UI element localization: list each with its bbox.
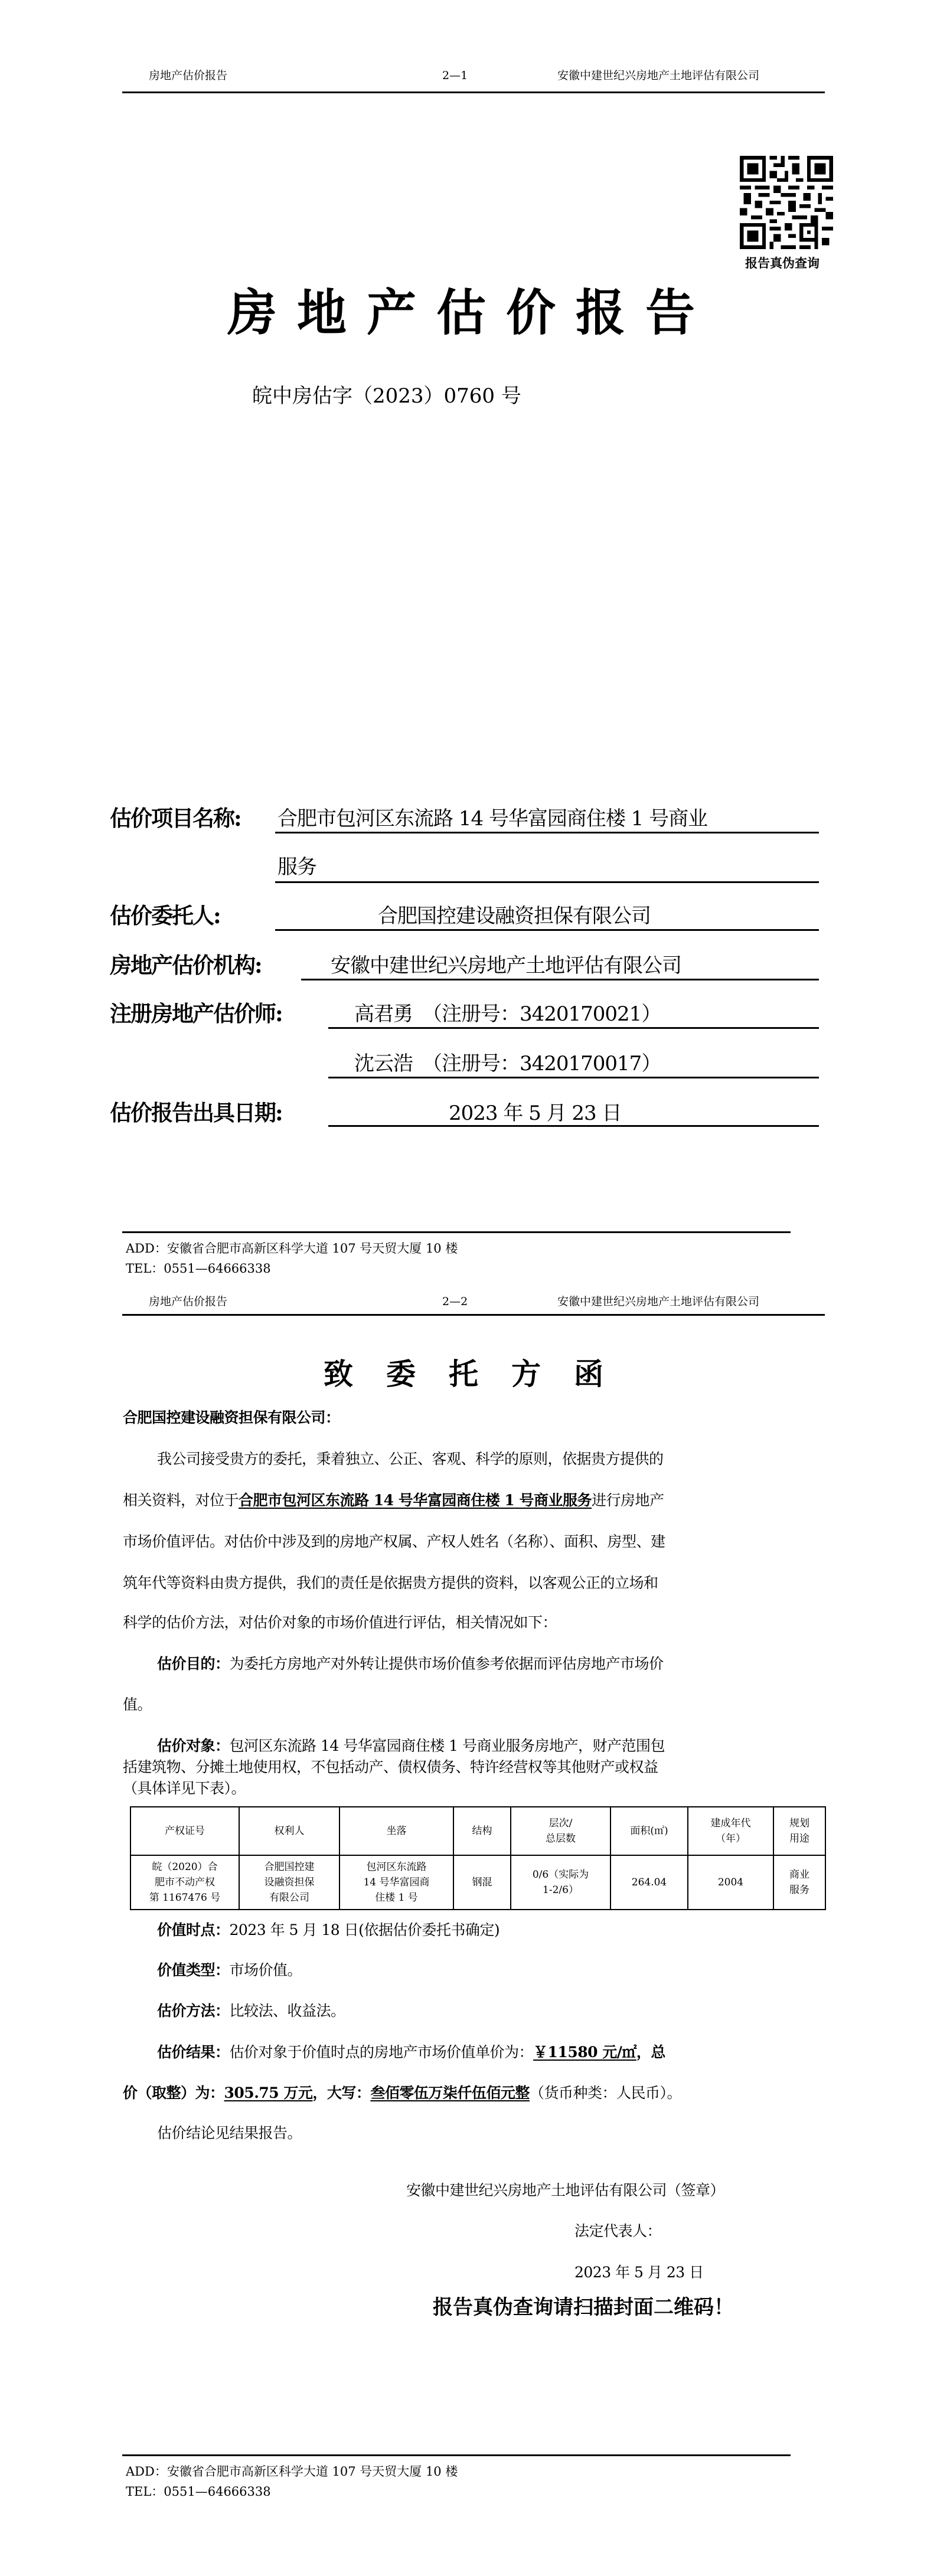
footer-rule — [122, 2454, 791, 2456]
appraiser-label: 注册房地产估价师: — [110, 1001, 282, 1027]
footer-tel: TEL：0551—64666338 — [126, 2485, 271, 2499]
intro-text: 进行房地产 — [592, 1492, 664, 1509]
method-line — [157, 2002, 345, 2021]
letter-title: 致委托方函 — [324, 1356, 636, 1391]
header-text: 坐落 — [386, 1825, 407, 1837]
table-header-cell — [130, 1807, 239, 1855]
agency-label: 房地产估价机构: — [110, 952, 262, 978]
purpose-line-1 — [157, 1655, 664, 1673]
value-type-line — [157, 1961, 302, 1980]
table-cell-floors — [511, 1855, 610, 1910]
qr-caption: 报告真伪查询 — [745, 256, 820, 270]
cell-text: 合肥国控建 设融资担保 有限公司 — [264, 1861, 315, 1904]
salutation: 合肥国控建设融资担保有限公司： — [123, 1409, 340, 1426]
intro-text: 相关资料，对位于 — [123, 1492, 239, 1509]
header-text: 产权证号 — [165, 1825, 205, 1837]
table-header-cell — [339, 1807, 453, 1855]
header-text: 权利人 — [274, 1825, 305, 1837]
table-header-cell — [511, 1807, 610, 1855]
object-line-1 — [157, 1737, 665, 1756]
header-rule — [122, 1314, 825, 1316]
header-left: 房地产估价报告 — [149, 1295, 228, 1308]
header-text: 结构 — [472, 1825, 492, 1837]
cell-text: 皖（2020）合 肥市不动产权 第 1167476 号 — [149, 1861, 221, 1904]
date-underline — [328, 1125, 819, 1127]
cell-text: 264.04 — [631, 1877, 667, 1888]
table-cell-cert-no — [130, 1855, 239, 1910]
method-label: 估价方法： — [157, 2002, 230, 2019]
intro-line-2 — [123, 1491, 664, 1510]
table-header-cell — [453, 1807, 511, 1855]
property-table — [130, 1806, 826, 1910]
report-number: 皖中房估字（2023）0760 号 — [252, 384, 521, 408]
purpose-line-2: 值。 — [123, 1696, 152, 1713]
result-text: ，总 — [636, 2044, 665, 2061]
signature-company: 安徽中建世纪兴房地产土地评估有限公司（签章） — [406, 2182, 725, 2199]
table-cell-location — [339, 1855, 453, 1910]
value-type-label: 价值类型： — [157, 1962, 230, 1979]
client-label: 估价委托人: — [110, 903, 220, 929]
header-page-number: 2—2 — [442, 1295, 468, 1308]
header-text: 层次/ 总层数 — [546, 1817, 576, 1845]
legal-representative: 法定代表人： — [574, 2222, 662, 2240]
table-row — [130, 1855, 825, 1910]
client-underline — [275, 929, 819, 931]
qr-code-icon[interactable] — [740, 155, 833, 250]
appraiser-underline-2 — [328, 1077, 819, 1078]
total-price: 305.75 万元 — [224, 2084, 313, 2101]
value-type-text: 市场价值。 — [229, 1962, 302, 1979]
footer-address: ADD：安徽省合肥市高新区科学大道 107 号天贸大厦 10 楼 — [126, 1241, 458, 1256]
object-label: 估价对象： — [157, 1737, 230, 1754]
table-header-row — [130, 1807, 825, 1855]
result-line-2 — [123, 2084, 681, 2103]
table-header-cell — [610, 1807, 688, 1855]
project-value-line2: 服务 — [277, 855, 316, 879]
result-text: 估价对象于价值时点的房地产市场价值单价为： — [229, 2044, 534, 2061]
date-value: 2023 年 5 月 23 日 — [449, 1101, 622, 1125]
object-text: 包河区东流路 14 号华富园商住楼 1 号商业服务房地产，财产范围包 — [229, 1737, 665, 1754]
value-date-label: 价值时点： — [157, 1921, 230, 1938]
result-text: ，大写： — [312, 2084, 371, 2101]
authenticity-notice: 报告真伪查询请扫描封面二维码！ — [433, 2296, 734, 2319]
header-left: 房地产估价报告 — [149, 69, 228, 82]
table-cell-usage — [773, 1855, 825, 1910]
cell-text: 钢混 — [472, 1877, 492, 1888]
header-text: 建成年代 （年） — [710, 1817, 751, 1845]
table-cell-owner — [239, 1855, 339, 1910]
intro-line-3: 市场价值评估。对估价中涉及到的房地产权属、产权人姓名（名称）、面积、房型、建 — [123, 1533, 665, 1550]
object-line-2: 括建筑物、分摊土地使用权，不包括动产、债权债务、特许经营权等其他财产或权益 — [123, 1758, 658, 1776]
result-label: 估价结果： — [157, 2044, 230, 2061]
total-price-words: 叁佰零伍万柒仟伍佰元整 — [370, 2084, 530, 2101]
header-text: 面积(㎡) — [630, 1825, 668, 1837]
project-underline-1 — [275, 832, 819, 833]
agency-underline — [301, 979, 819, 980]
intro-line-1: 我公司接受贵方的委托，秉着独立、公正、客观、科学的原则，依据贵方提供的 — [157, 1450, 664, 1467]
unit-price: ￥11580 元/㎡ — [533, 2044, 636, 2061]
table-cell-structure — [453, 1855, 511, 1910]
agency-value: 安徽中建世纪兴房地产土地评估有限公司 — [331, 954, 681, 978]
header-page-number: 2—1 — [442, 69, 468, 82]
cell-text: 0/6（实际为 1-2/6） — [532, 1869, 589, 1896]
appraiser-underline-1 — [328, 1027, 819, 1029]
report-title: 房地产估价报告 — [227, 283, 715, 342]
object-line-3: （具体详见下表）。 — [123, 1780, 246, 1797]
table-header-cell — [239, 1807, 339, 1855]
table-header-cell — [773, 1807, 825, 1855]
property-name-highlight: 合肥市包河区东流路 14 号华富园商住楼 1 号商业服务 — [239, 1492, 592, 1509]
cell-text: 包河区东流路 14 号华富园商 住楼 1 号 — [363, 1861, 430, 1904]
header-right: 安徽中建世纪兴房地产土地评估有限公司 — [557, 1295, 760, 1308]
purpose-text: 为委托方房地产对外转让提供市场价值参考依据而评估房地产市场价 — [229, 1655, 664, 1672]
client-value: 合肥国控建设融资担保有限公司 — [378, 904, 651, 928]
method-text: 比较法、收益法。 — [229, 2002, 345, 2019]
purpose-label: 估价目的： — [157, 1655, 230, 1672]
appraiser-2: 沈云浩 （注册号：3420170017） — [354, 1052, 661, 1075]
result-text: 价（取整）为： — [123, 2084, 224, 2101]
footer-rule — [122, 1231, 791, 1233]
header-right: 安徽中建世纪兴房地产土地评估有限公司 — [557, 69, 760, 82]
footer-address: ADD：安徽省合肥市高新区科学大道 107 号天贸大厦 10 楼 — [126, 2464, 458, 2479]
signature-date: 2023 年 5 月 23 日 — [574, 2264, 704, 2281]
project-value-line1: 合肥市包河区东流路 14 号华富园商住楼 1 号商业 — [277, 807, 708, 831]
table-cell-area — [610, 1855, 688, 1910]
value-date-text: 2023 年 5 月 18 日(依据估价委托书确定) — [229, 1921, 500, 1938]
project-underline-2 — [275, 881, 819, 883]
table-cell-year — [688, 1855, 773, 1910]
project-label: 估价项目名称: — [110, 805, 241, 831]
cell-text: 2004 — [717, 1877, 744, 1888]
conclusion: 估价结论见结果报告。 — [157, 2124, 302, 2142]
appraiser-1: 高君勇 （注册号：3420170021） — [354, 1002, 661, 1026]
intro-line-4: 筑年代等资料由贵方提供，我们的责任是依据贵方提供的资料，以客观公正的立场和 — [123, 1574, 658, 1591]
header-text: 规划 用途 — [789, 1817, 809, 1845]
result-text: （货币种类：人民币）。 — [529, 2084, 681, 2101]
header-rule — [122, 91, 825, 93]
intro-line-5: 科学的估价方法，对估价对象的市场价值进行评估，相关情况如下： — [123, 1614, 557, 1631]
result-line-1 — [157, 2043, 665, 2062]
footer-tel: TEL：0551—64666338 — [126, 1261, 271, 1276]
cell-text: 商业 服务 — [789, 1869, 809, 1896]
date-label: 估价报告出具日期: — [110, 1100, 282, 1126]
value-date-line — [157, 1921, 499, 1940]
table-header-cell — [688, 1807, 773, 1855]
